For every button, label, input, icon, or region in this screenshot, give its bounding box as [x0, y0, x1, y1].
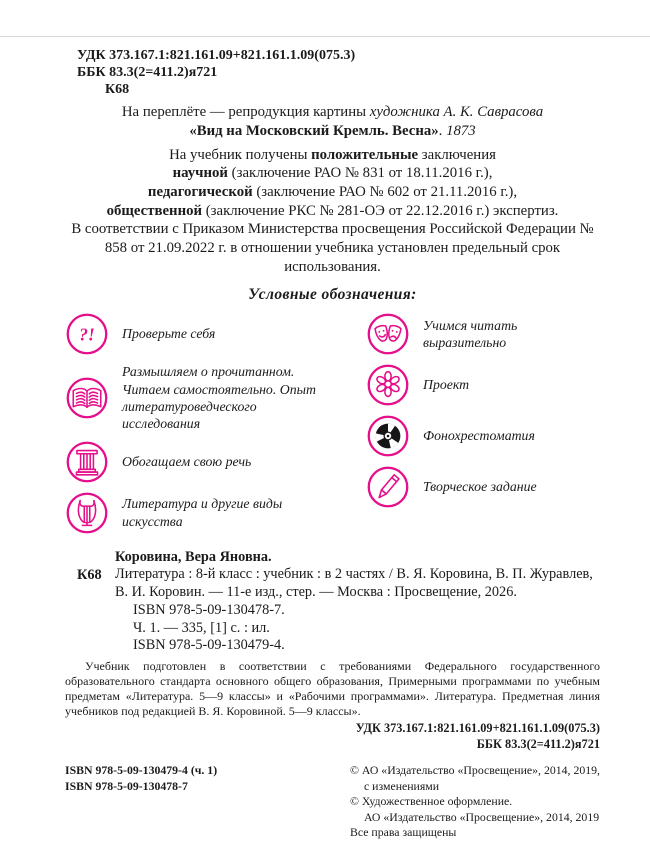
copyright-line: АО «Издательство «Просвещение», 2014, 2019: [364, 809, 600, 824]
copyright-block: [350, 763, 600, 841]
biblio-code: К68: [77, 566, 102, 583]
legend-item: [366, 414, 600, 458]
expertise-intro-bold: положительные: [311, 146, 419, 163]
cover-note-dot: .: [438, 123, 447, 140]
cover-note-artist: художника А. К. Саврасова: [369, 104, 544, 121]
footer-isbn-line-1: ISBN 978-5-09-130479-4 (ч. 1): [65, 762, 218, 777]
footer-publication-codes: [65, 721, 600, 753]
legend-item-label: Литература и другие виды искусства: [122, 496, 283, 529]
udk-code-footer: УДК 373.167.1:821.161.09+821.161.1.09(075.3): [355, 720, 600, 735]
expertise-intro-pre: На учебник получены: [169, 146, 312, 163]
open-book-icon: [65, 376, 109, 420]
copyright-line: © Художественное оформление.: [350, 794, 513, 809]
legend-item-label: Размышляем о прочитанном. Читаем самостоятельно. Опыт литературоведческого исследования: [122, 364, 316, 432]
antique-column-icon: [65, 440, 109, 484]
legend-item-label: Фонохрестоматия: [423, 428, 535, 444]
legend-item: [366, 312, 600, 356]
biblio-description: Литература : 8-й класс : учебник : в 2 частях / В. Я. Коровина, В. П. Журавлев, В. И. Коровин. — 11-е изд., стер. — Москва : Просвещение, 2026.: [115, 566, 593, 601]
legend-column-right: [366, 312, 600, 542]
biblio-entry: [65, 549, 600, 655]
expertise-line-pedagogical: педагогической (заключение РАО № 602 от 21.11.2016 г.),: [147, 183, 518, 200]
legend-item-label: Проверьте себя: [122, 326, 216, 342]
lyre-icon: [65, 491, 109, 535]
legend-item: [65, 312, 352, 356]
disc-art: [375, 424, 400, 449]
legend-item: [65, 491, 352, 535]
expertise-intro-post: заключения: [418, 146, 496, 163]
compact-disc-icon: [366, 414, 410, 458]
legend-item-label: Учимся читать выразительно: [423, 317, 518, 351]
legend-item: [366, 465, 600, 509]
footer-isbn-line-2: ISBN 978-5-09-130478-7: [65, 778, 188, 793]
flower-icon: [366, 363, 410, 407]
expertise-note: [65, 146, 600, 276]
legend-item-label: Проект: [423, 377, 470, 393]
udk-code: УДК 373.167.1:821.161.09+821.161.1.09(075.3): [77, 48, 356, 63]
copyright-line: Все права защищены: [350, 825, 457, 840]
question-exclamation-glyph: ?!: [79, 324, 95, 345]
ministry-note: В соответствии с Приказом Министерства просвещения Российской Федерации № 858 от 21.09.2022 г. в отношении учебника установлен предельный срок использования.: [71, 221, 594, 275]
biblio-isbn-1: ISBN 978-5-09-130478-7.: [133, 601, 285, 618]
publication-codes: [77, 48, 600, 98]
legend: [65, 312, 600, 542]
legend-item: [65, 363, 352, 433]
theater-masks-icon: [366, 312, 410, 356]
footer: [65, 763, 600, 841]
copyright-line: © АО «Издательство «Просвещение», 2014, 2019,: [350, 762, 600, 777]
cover-note-year: 1873: [446, 123, 476, 140]
expertise-line-scientific: научной (заключение РАО № 831 от 18.11.2016 г.),: [172, 165, 493, 182]
expertise-line-public: общественной (заключение РКС № 281-ОЭ от 22.12.2016 г.) экспертиз.: [106, 202, 559, 219]
page-top-edge: [0, 36, 650, 37]
cover-note: [108, 103, 558, 140]
legend-item-label: Творческое задание: [423, 479, 537, 495]
bbk-code-footer: ББК 83.3(2=411.2)я721: [476, 736, 600, 751]
cover-note-title: «Вид на Московский Кремль. Весна»: [189, 123, 439, 140]
question-exclamation-icon: [65, 312, 109, 356]
biblio-isbn-block: [115, 602, 600, 655]
bbk-code: ББК 83.3(2=411.2)я721: [77, 64, 218, 80]
expertise-intro: [65, 146, 600, 165]
k68-code: К68: [105, 81, 130, 97]
legend-item-label: Обогащаем свою речь: [122, 453, 252, 469]
cover-note-text: На переплёте — репродукция картины: [121, 104, 370, 121]
biblio-author: Коровина, Вера Яновна.: [115, 548, 272, 565]
legend-item: [366, 363, 600, 407]
footer-isbn-block: [65, 763, 217, 841]
legend-item: [65, 440, 352, 484]
legend-title: Условные обозначения:: [248, 286, 417, 304]
biblio-part-info: Ч. 1. — 335, [1] с. : ил.: [133, 619, 270, 636]
legend-column-left: [65, 312, 352, 542]
pencil-icon: [366, 465, 410, 509]
annotation-text: Учебник подготовлен в соответствии с требованиями Федерального государственного образовательного стандарта основного общего образования, Примерными программами по учебным предметам «Литература. 5—9 классы» и «Рабочими программами». Литература. Предметная линия учебников под редакцией В. Я. Коровиной. 5—9 классы».: [65, 658, 600, 718]
copyright-line: с изменениями: [364, 778, 440, 793]
biblio-isbn-2: ISBN 978-5-09-130479-4.: [133, 637, 285, 654]
